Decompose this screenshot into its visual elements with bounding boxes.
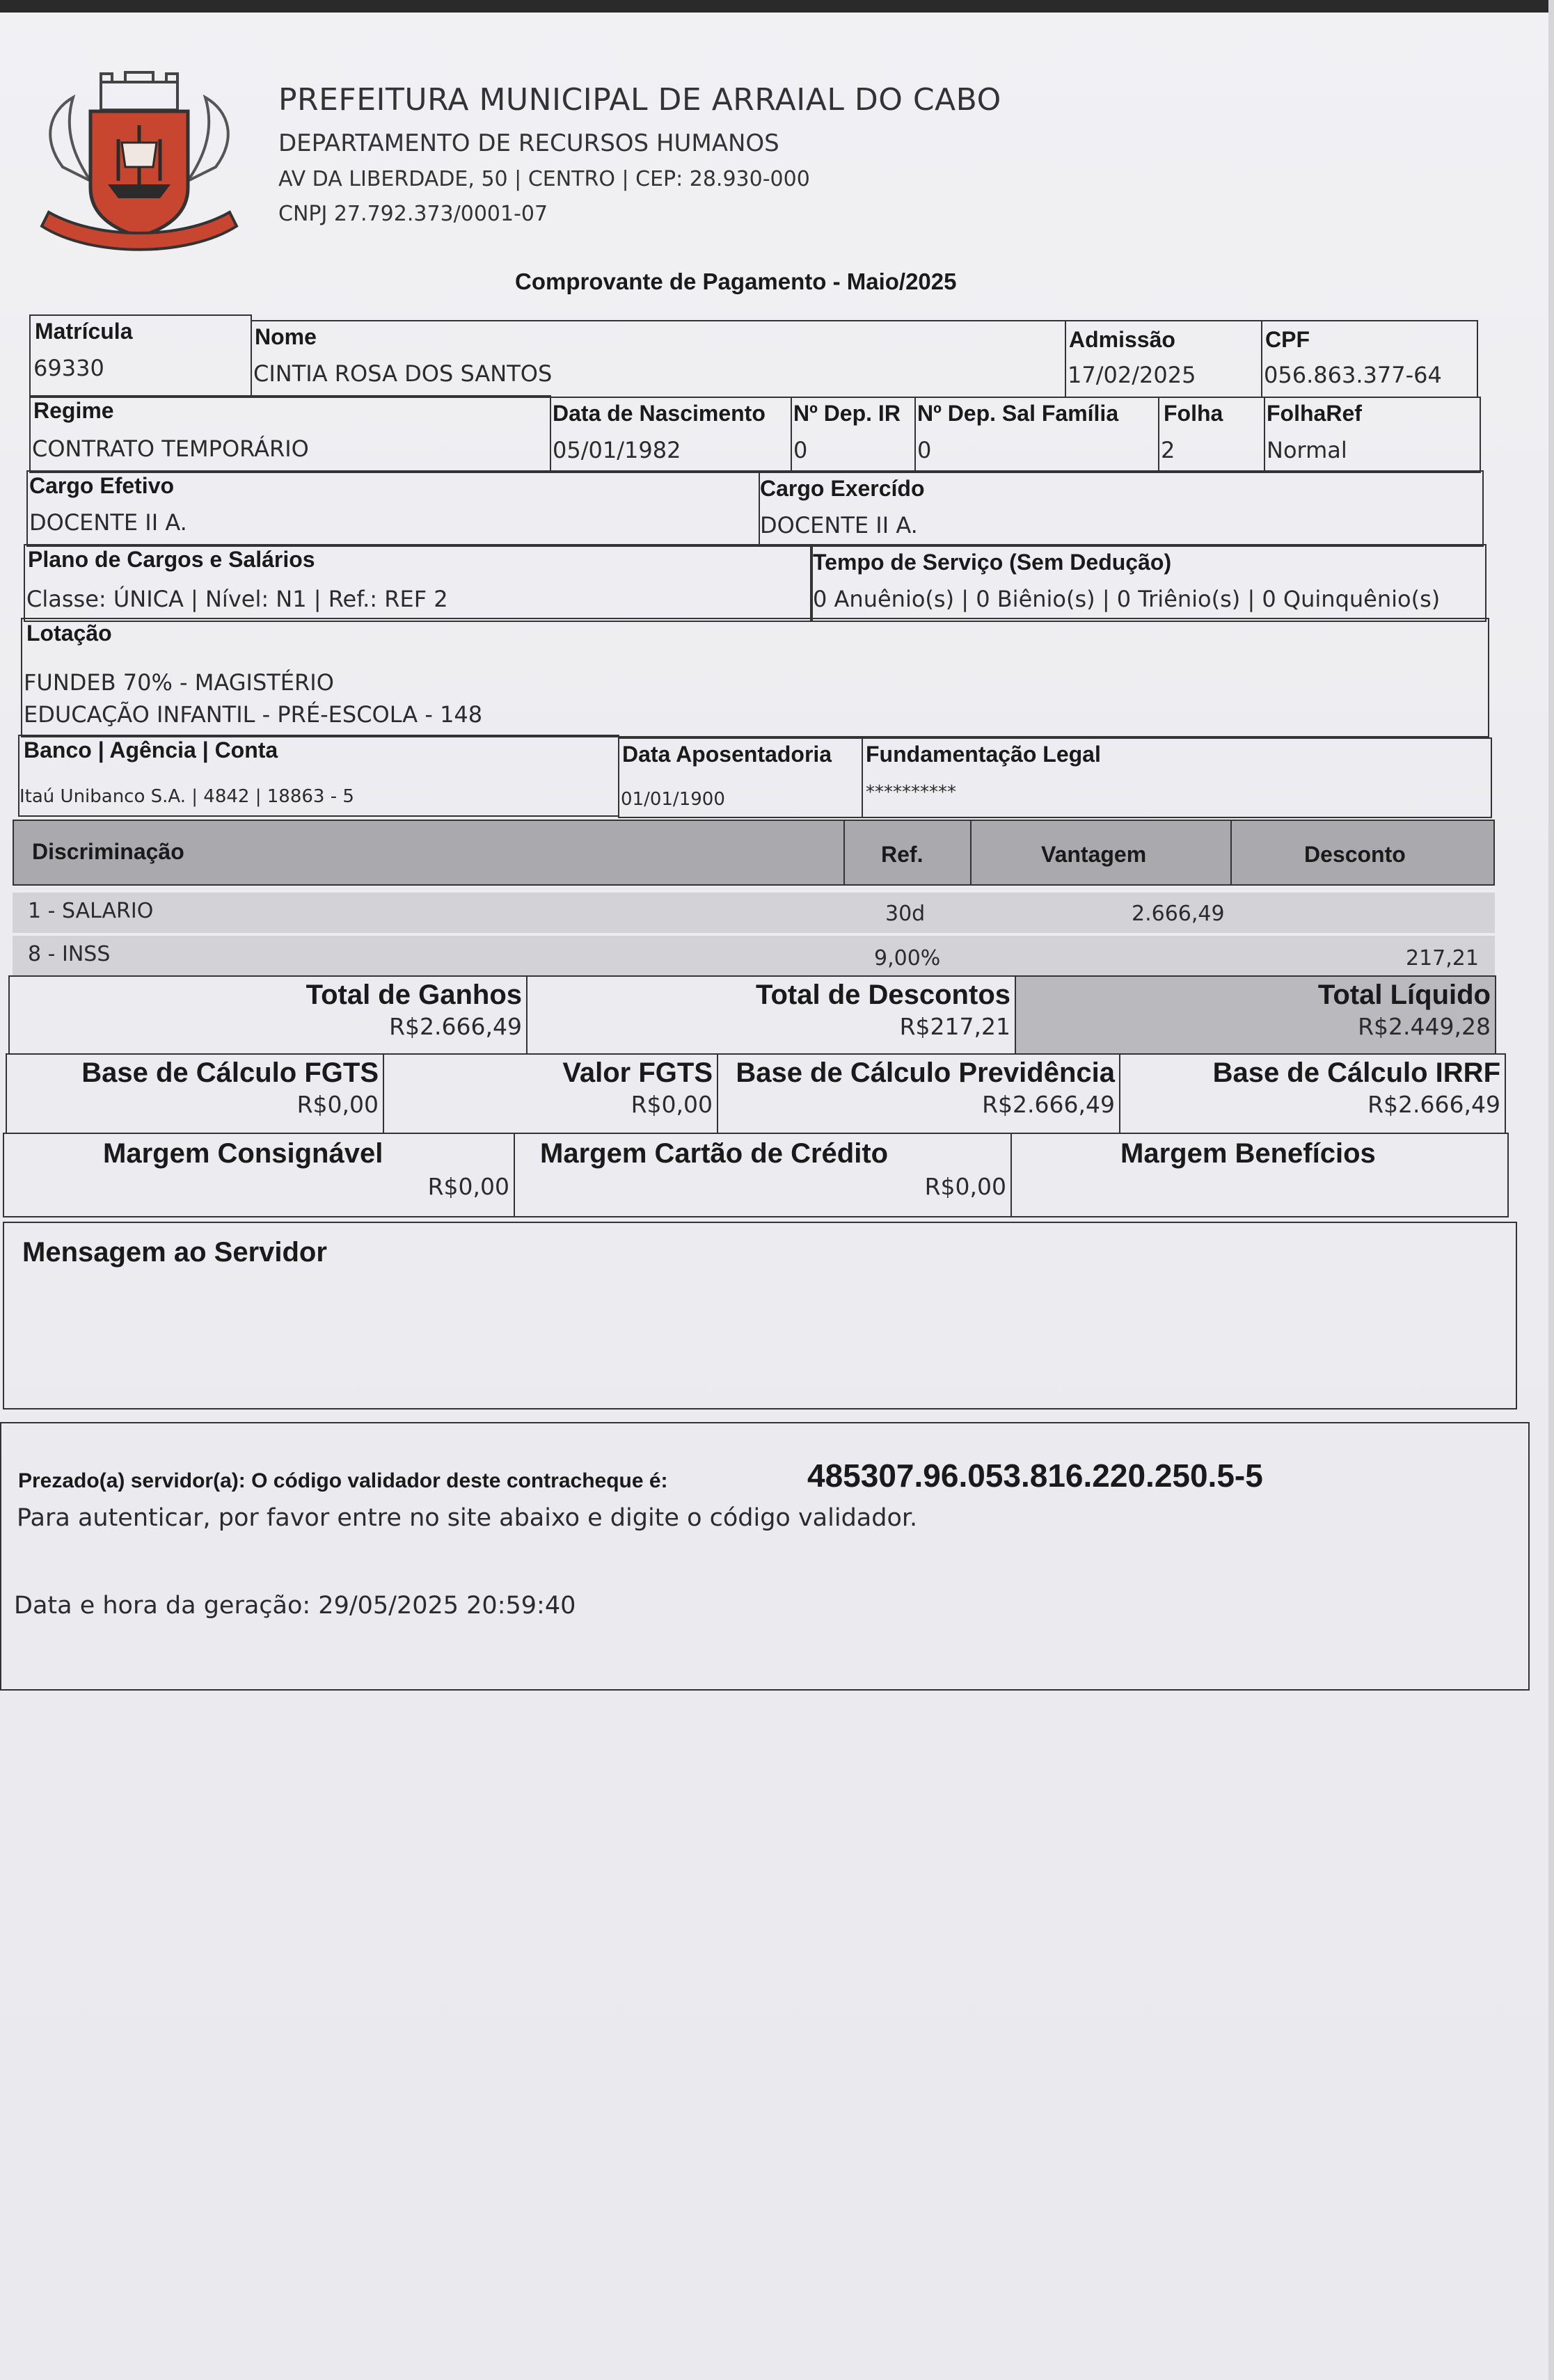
fgts-valor-label: Valor FGTS	[562, 1057, 713, 1088]
cargo-exercido-cell	[759, 470, 1484, 547]
regime-cell	[29, 395, 551, 473]
total-liquido-cell	[1015, 975, 1496, 1055]
dep-sal-value: 0	[917, 437, 932, 463]
admissao-value: 17/02/2025	[1068, 362, 1196, 388]
margem-cartao-value: R$0,00	[924, 1173, 1006, 1200]
fundamentacao-value: **********	[866, 782, 956, 803]
nome-cell	[251, 320, 1066, 398]
total-descontos-label: Total de Descontos	[756, 980, 1010, 1010]
prev-base-value: R$2.666,49	[982, 1091, 1115, 1118]
admissao-cell	[1065, 320, 1262, 398]
generation-datetime: Data e hora da geração: 29/05/2025 20:59:40	[14, 1592, 576, 1620]
nome-label: Nome	[255, 324, 317, 349]
banco-value: Itaú Unibanco S.A. | 4842 | 18863 - 5	[19, 786, 354, 807]
table-row-desconto: 217,21	[1406, 946, 1479, 971]
banco-cell	[18, 735, 619, 817]
total-liquido-value: R$2.449,28	[1358, 1013, 1491, 1040]
table-row-vantagem: 2.666,49	[1132, 902, 1225, 926]
margem-benef-label: Margem Benefícios	[1120, 1138, 1376, 1169]
folha-label: Folha	[1164, 401, 1223, 426]
cargo-efetivo-cell	[26, 470, 760, 547]
total-liquido-label: Total Líquido	[1317, 980, 1491, 1010]
plano-value: Classe: ÚNICA | Nível: N1 | Ref.: REF 2	[26, 586, 448, 612]
org-cnpj: CNPJ 27.792.373/0001-07	[278, 202, 548, 226]
discriminacao-header	[13, 820, 1495, 886]
folharef-label: FolhaRef	[1267, 401, 1362, 426]
photo-edge-shadow	[0, 0, 1554, 13]
table-row-ref: 30d	[885, 902, 926, 926]
fgts-base-value: R$0,00	[296, 1091, 379, 1118]
lotacao-line-2: EDUCAÇÃO INFANTIL - PRÉ-ESCOLA - 148	[24, 701, 483, 728]
fgts-base-label: Base de Cálculo FGTS	[81, 1057, 379, 1088]
org-address: AV DA LIBERDADE, 50 | CENTRO | CEP: 28.930-000	[278, 167, 810, 191]
matricula-cell	[29, 314, 252, 398]
fgts-base-cell	[6, 1053, 384, 1134]
mensagem-box	[3, 1222, 1517, 1409]
aposentadoria-cell	[618, 737, 863, 818]
folha-value: 2	[1161, 437, 1175, 463]
tempo-value: 0 Anuênio(s) | 0 Biênio(s) | 0 Triênio(s) | 0 Quinquênio(s)	[813, 586, 1441, 612]
fundamentacao-cell	[862, 737, 1492, 818]
regime-label: Regime	[33, 398, 114, 423]
plano-label: Plano de Cargos e Salários	[28, 547, 315, 572]
org-name: PREFEITURA MUNICIPAL DE ARRAIAL DO CABO	[278, 82, 1001, 118]
matricula-label: Matrícula	[35, 319, 133, 344]
margem-benef-cell	[1010, 1133, 1509, 1217]
col-discriminacao: Discriminação	[32, 839, 184, 864]
lotacao-cell	[21, 618, 1489, 737]
cargo-efetivo-value: DOCENTE II A.	[29, 509, 187, 536]
municipal-seal-icon	[35, 70, 244, 257]
cargo-exercido-value: DOCENTE II A.	[760, 512, 918, 538]
aposentadoria-label: Data Aposentadoria	[622, 742, 832, 767]
regime-value: CONTRATO TEMPORÁRIO	[32, 436, 309, 462]
table-row-band	[13, 893, 1495, 933]
margem-consig-label: Margem Consignável	[103, 1138, 383, 1169]
folharef-value: Normal	[1267, 437, 1347, 463]
fgts-valor-value: R$0,00	[631, 1091, 713, 1118]
plano-cell	[24, 544, 813, 622]
dep-sal-cell	[914, 397, 1159, 473]
margem-consig-value: R$0,00	[427, 1173, 509, 1200]
total-descontos-cell	[526, 975, 1016, 1055]
cpf-value: 056.863.377-64	[1264, 362, 1442, 388]
irrf-base-cell	[1119, 1053, 1506, 1134]
prev-base-label: Base de Cálculo Previdência	[736, 1057, 1115, 1088]
irrf-base-value: R$2.666,49	[1367, 1091, 1500, 1118]
cargo-exercido-label: Cargo Exercído	[760, 476, 925, 501]
admissao-label: Admissão	[1069, 327, 1175, 352]
authentication-box	[0, 1422, 1530, 1691]
auth-instructions: Para autenticar, por favor entre no site abaixo e digite o código validador.	[17, 1504, 918, 1532]
lotacao-line-1: FUNDEB 70% - MAGISTÉRIO	[24, 669, 334, 696]
validation-code: 485307.96.053.816.220.250.5-5	[807, 1457, 1263, 1494]
nome-value: CINTIA ROSA DOS SANTOS	[253, 360, 553, 387]
total-ganhos-label: Total de Ganhos	[306, 980, 522, 1010]
table-row-band	[13, 936, 1495, 976]
irrf-base-label: Base de Cálculo IRRF	[1212, 1057, 1500, 1088]
nascimento-value: 05/01/1982	[553, 437, 681, 463]
tempo-label: Tempo de Serviço (Sem Dedução)	[813, 550, 1172, 575]
banco-label: Banco | Agência | Conta	[24, 737, 278, 762]
lotacao-label: Lotação	[26, 621, 112, 646]
col-desconto: Desconto	[1304, 842, 1406, 867]
prev-base-cell	[717, 1053, 1120, 1134]
margem-cartao-cell	[514, 1133, 1012, 1217]
fgts-valor-cell	[383, 1053, 718, 1134]
total-descontos-value: R$217,21	[899, 1013, 1010, 1040]
dep-sal-label: Nº Dep. Sal Família	[917, 401, 1119, 426]
mensagem-label: Mensagem ao Servidor	[22, 1237, 327, 1268]
nascimento-label: Data de Nascimento	[553, 401, 766, 426]
table-row-ref: 9,00%	[874, 946, 941, 971]
document-title: Comprovante de Pagamento - Maio/2025	[515, 269, 957, 294]
margem-consig-cell	[3, 1133, 515, 1217]
dep-ir-label: Nº Dep. IR	[793, 401, 901, 426]
total-ganhos-value: R$2.666,49	[389, 1013, 522, 1040]
dep-ir-cell	[791, 397, 916, 473]
table-row-desc: 8 - INSS	[28, 942, 111, 966]
matricula-value: 69330	[33, 355, 104, 381]
col-ref: Ref.	[881, 842, 923, 867]
table-row-desc: 1 - SALARIO	[28, 899, 154, 923]
nascimento-cell	[550, 397, 792, 473]
total-ganhos-cell	[8, 975, 528, 1055]
tempo-cell	[810, 544, 1486, 622]
cpf-cell	[1261, 320, 1478, 398]
fundamentacao-label: Fundamentação Legal	[866, 742, 1101, 767]
cargo-efetivo-label: Cargo Efetivo	[29, 473, 175, 498]
dep-ir-value: 0	[793, 437, 808, 463]
photo-edge-right	[1548, 0, 1554, 2380]
col-vantagem: Vantagem	[1041, 842, 1147, 867]
folharef-cell	[1264, 397, 1481, 473]
aposentadoria-value: 01/01/1900	[621, 789, 725, 810]
cpf-label: CPF	[1265, 327, 1310, 352]
margem-cartao-label: Margem Cartão de Crédito	[540, 1138, 889, 1169]
department-name: DEPARTAMENTO DE RECURSOS HUMANOS	[278, 129, 779, 157]
auth-prefix: Prezado(a) servidor(a): O código validador deste contracheque é:	[18, 1469, 668, 1492]
folha-cell	[1158, 397, 1265, 473]
